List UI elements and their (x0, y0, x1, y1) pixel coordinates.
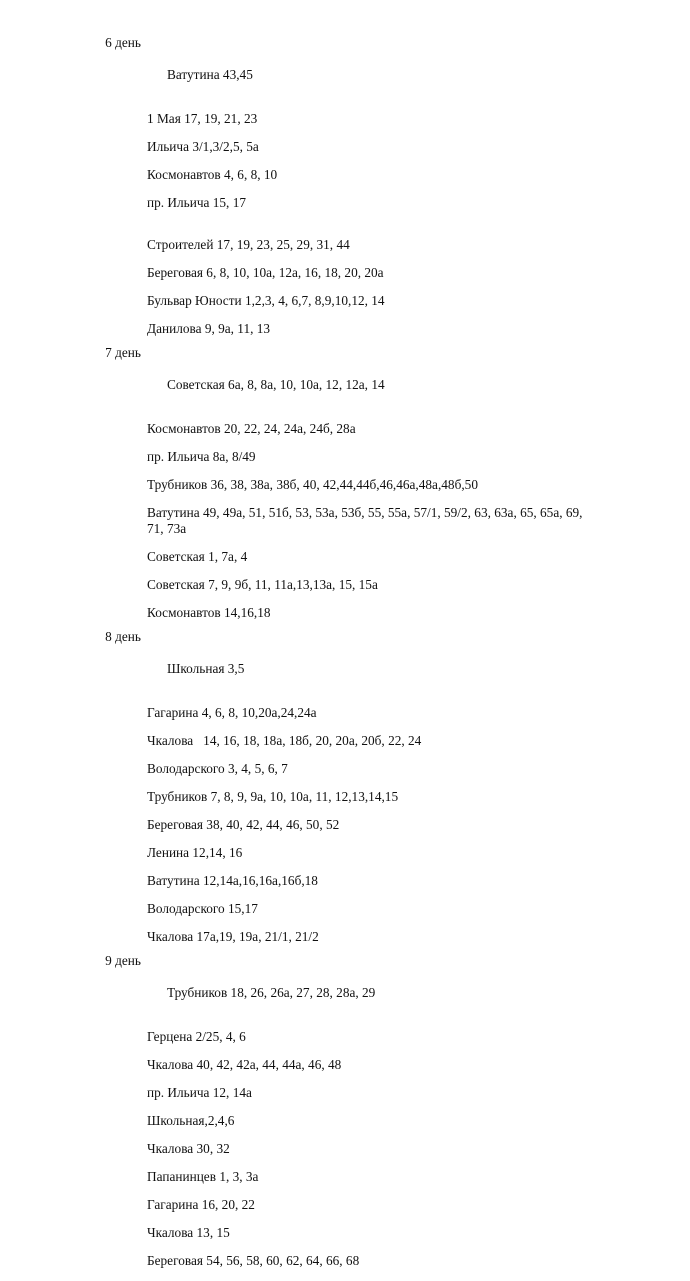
address-text: Данилова 9, 9а, 11, 13 (147, 321, 271, 336)
address-text: Космонавтов 20, 22, 24, 24а, 24б, 28а (147, 421, 356, 436)
address-text: Космонавтов 14,16,18 (147, 605, 271, 620)
address-row (0, 345, 690, 409)
address-text: Береговая 54, 56, 58, 60, 62, 64, 66, 68 (147, 1253, 360, 1268)
address-row (0, 789, 690, 805)
address-row (0, 605, 690, 621)
address-row (0, 1029, 690, 1045)
address-text: Трубников 36, 38, 38а, 38б, 40, 42,44,44б,46,46а,48а,48б,50 (147, 477, 478, 492)
address-row (0, 1169, 690, 1185)
address-text: Школьная 3,5 (166, 661, 245, 676)
address-text: Папанинцев 1, 3, 3а (147, 1169, 259, 1184)
address-row (0, 1057, 690, 1073)
address-row (0, 845, 690, 861)
address-text: Ватутина 43,45 (166, 67, 253, 82)
address-text: Гагарина 4, 6, 8, 10,20а,24,24а (147, 705, 317, 720)
address-text: пр. Ильича 8а, 8/49 (147, 449, 256, 464)
address-row (0, 817, 690, 833)
address-row (0, 321, 690, 337)
address-text: Береговая 6, 8, 10, 10а, 12а, 16, 18, 20, 20а (147, 265, 384, 280)
address-text: Строителей 17, 19, 23, 25, 29, 31, 44 (147, 237, 350, 252)
address-text: Береговая 38, 40, 42, 44, 46, 50, 52 (147, 817, 340, 832)
address-row (0, 195, 690, 211)
address-text: Володарского 3, 4, 5, 6, 7 (147, 761, 288, 776)
address-row (0, 1197, 690, 1213)
address-text: пр. Ильича 12, 14а (147, 1085, 252, 1100)
day-label: 8 день (105, 629, 141, 644)
address-text: Ильича 3/1,3/2,5, 5а (147, 139, 259, 154)
address-row (0, 1085, 690, 1101)
address-row (0, 1253, 690, 1269)
address-row (0, 761, 690, 777)
address-text: Советская 1, 7а, 4 (147, 549, 248, 564)
address-text: Советская 7, 9, 9б, 11, 11а,13,13а, 15, 15а (147, 577, 378, 592)
address-row (0, 477, 690, 493)
address-row (0, 929, 690, 945)
address-row (0, 1141, 690, 1157)
address-text: Гагарина 16, 20, 22 (147, 1197, 255, 1212)
address-text: Ватутина 12,14а,16,16а,16б,18 (147, 873, 318, 888)
address-row (0, 35, 690, 99)
address-text: Ватутина 49, 49а, 51, 51б, 53, 53а, 53б, 55, 55а, 57/1, 59/2, 63, 63а, 65, 65а, 69, 71, 73а (147, 505, 586, 536)
day-group (0, 953, 690, 1269)
address-row (0, 167, 690, 183)
address-text: 1 Мая 17, 19, 21, 23 (147, 111, 258, 126)
address-row (0, 873, 690, 889)
address-text: Чкалова 14, 16, 18, 18а, 18б, 20, 20а, 20б, 22, 24 (147, 733, 422, 748)
address-row (0, 139, 690, 155)
address-row (0, 549, 690, 565)
day-label: 7 день (105, 345, 141, 360)
address-row (0, 505, 690, 537)
address-row (0, 449, 690, 465)
address-row (0, 953, 690, 1017)
address-text: Чкалова 17а,19, 19а, 21/1, 21/2 (147, 929, 319, 944)
address-text: Ленина 12,14, 16 (147, 845, 243, 860)
address-row (0, 1225, 690, 1241)
address-text: Школьная,2,4,6 (147, 1113, 235, 1128)
address-row (0, 733, 690, 749)
address-text: Трубников 18, 26, 26а, 27, 28, 28а, 29 (166, 985, 376, 1000)
address-row (0, 237, 690, 253)
address-text: Космонавтов 4, 6, 8, 10 (147, 167, 278, 182)
address-text: Советская 6а, 8, 8а, 10, 10а, 12, 12а, 14 (166, 377, 385, 392)
address-row (0, 1113, 690, 1129)
address-row (0, 629, 690, 693)
address-row (0, 293, 690, 309)
day-label: 6 день (105, 35, 141, 50)
address-row (0, 705, 690, 721)
address-row (0, 901, 690, 917)
address-text: Володарского 15,17 (147, 901, 258, 916)
address-text: Трубников 7, 8, 9, 9а, 10, 10а, 11, 12,13,14,15 (147, 789, 399, 804)
address-text: Чкалова 13, 15 (147, 1225, 230, 1240)
address-text: Герцена 2/25, 4, 6 (147, 1029, 246, 1044)
address-row (0, 421, 690, 437)
address-text: Чкалова 30, 32 (147, 1141, 230, 1156)
schedule-document (0, 35, 690, 1281)
address-text: пр. Ильича 15, 17 (147, 195, 246, 210)
day-group (0, 629, 690, 945)
day-group (0, 35, 690, 337)
address-text: Чкалова 40, 42, 42а, 44, 44а, 46, 48 (147, 1057, 342, 1072)
address-row (0, 265, 690, 281)
address-row (0, 577, 690, 593)
address-text: Бульвар Юности 1,2,3, 4, 6,7, 8,9,10,12, 14 (147, 293, 385, 308)
address-row (0, 111, 690, 127)
day-group (0, 345, 690, 621)
day-label: 9 день (105, 953, 141, 968)
